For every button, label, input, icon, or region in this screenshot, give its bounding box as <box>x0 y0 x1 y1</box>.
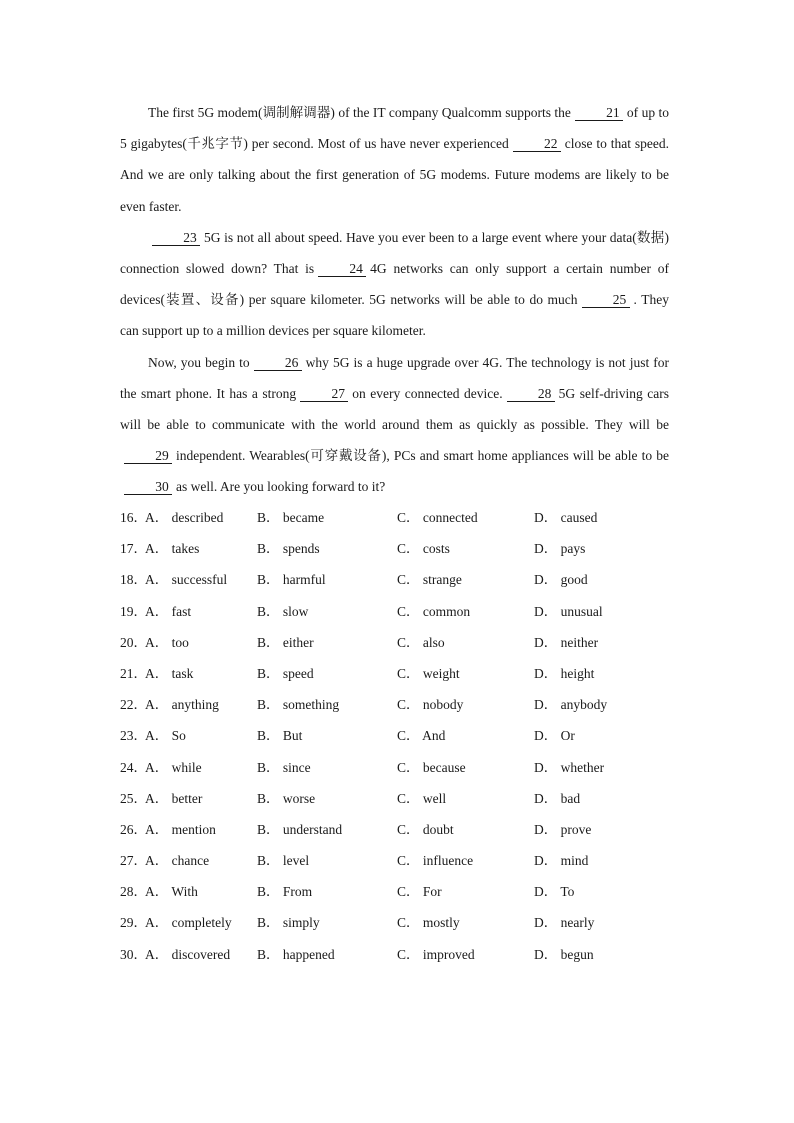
option-d: D． begun <box>534 946 594 962</box>
text-segment: of up to 5 gigabytes(千兆字节) per second. Most of us have never experienced <box>120 105 670 152</box>
question-number: 23． <box>120 728 147 744</box>
option-b: B． something <box>257 697 340 713</box>
option-d: D． good <box>534 572 588 588</box>
option-b: B． simply <box>257 915 320 931</box>
option-d: D． neither <box>534 634 599 650</box>
text-segment: close to that speed. And we are only talking about the first generation of 5G modems. Future modems are likely to be even faster. <box>120 136 669 214</box>
question-number: 22． <box>120 697 147 713</box>
blank-23: 23 <box>152 230 200 246</box>
question-row <box>120 876 680 907</box>
option-a: A． With <box>145 884 198 900</box>
option-b: B． spends <box>257 541 320 557</box>
option-d: D． pays <box>534 541 586 557</box>
question-number: 27． <box>120 853 147 869</box>
blank-22: 22 <box>513 136 561 152</box>
question-row <box>120 752 680 783</box>
option-c: C． doubt <box>397 821 454 837</box>
question-number: 19． <box>120 603 147 619</box>
option-d: D． whether <box>534 759 605 775</box>
option-a: A． discovered <box>145 946 231 962</box>
option-c: C． also <box>397 634 445 650</box>
option-a: A． while <box>145 759 202 775</box>
blank-29: 29 <box>124 448 172 464</box>
option-a: A． anything <box>145 697 219 713</box>
blank-30: 30 <box>124 479 172 495</box>
question-number: 29． <box>120 915 147 931</box>
text-segment: 5G self-driving cars will be able to communicate with the world around them as quickly as possible. They will be <box>120 385 670 433</box>
question-row <box>120 689 680 720</box>
question-row <box>120 783 680 814</box>
text-segment: 5G is not all about speed. Have you ever been to a large event where your data(数据) connection slowed down? That is <box>120 229 669 277</box>
option-c: C． And <box>397 728 446 744</box>
question-row <box>120 564 680 595</box>
option-a: A． successful <box>145 572 228 588</box>
option-b: B． since <box>257 759 311 775</box>
option-b: B． worse <box>257 790 316 806</box>
option-b: B． speed <box>257 665 314 681</box>
question-row <box>120 814 680 845</box>
question-row <box>120 533 680 564</box>
question-number: 18． <box>120 572 147 588</box>
question-row <box>120 845 680 876</box>
option-a: A． So <box>145 728 186 744</box>
option-b: B． slow <box>257 603 309 619</box>
option-b: B． happened <box>257 946 335 962</box>
option-b: B． harmful <box>257 572 326 588</box>
option-d: D． Or <box>534 728 575 744</box>
paragraph-1 <box>120 97 669 222</box>
question-number: 21． <box>120 665 147 681</box>
option-b: B． But <box>257 728 303 744</box>
text-segment: 4G networks can only support a certain number of devices(装置、设备) per square kilometer. 5G networks will be able to do much <box>120 261 669 308</box>
question-row <box>120 596 680 627</box>
option-a: A． takes <box>145 541 200 557</box>
option-c: C． nobody <box>397 697 464 713</box>
question-number: 16． <box>120 510 147 525</box>
option-a: A． task <box>145 665 194 681</box>
question-number: 30． <box>120 946 147 962</box>
question-row <box>120 907 680 938</box>
option-c: C． influence <box>397 853 474 869</box>
blank-21: 21 <box>575 105 623 121</box>
blank-26: 26 <box>254 355 302 371</box>
option-b: B． From <box>257 884 313 900</box>
option-b: B． understand <box>257 821 343 837</box>
option-d: D． prove <box>534 821 592 837</box>
question-number: 28． <box>120 884 147 900</box>
blank-24: 24 <box>318 261 366 277</box>
text-segment: independent. Wearables(可穿戴设备), PCs and smart home appliances will be able to be <box>176 448 669 464</box>
option-a: A． better <box>145 790 203 806</box>
option-d: D． mind <box>534 853 589 869</box>
option-c: C． connected <box>397 510 478 525</box>
option-d: D． caused <box>534 510 598 525</box>
text-segment: why 5G is a huge upgrade over 4G. The technology is not just for the smart phone. It has a strong <box>120 354 669 401</box>
option-d: D． To <box>534 884 575 900</box>
option-d: D． nearly <box>534 915 595 931</box>
blank-27: 27 <box>300 386 348 402</box>
text-segment: on every connected device. <box>352 385 503 401</box>
option-c: C． common <box>397 603 471 619</box>
answer-options <box>120 502 680 970</box>
blank-25: 25 <box>582 292 630 308</box>
option-c: C． improved <box>397 946 475 962</box>
question-row <box>120 658 680 689</box>
question-row <box>120 720 680 751</box>
option-c: C． strange <box>397 572 462 588</box>
question-number: 17． <box>120 541 147 557</box>
option-a: A． too <box>145 634 189 650</box>
blank-28: 28 <box>507 386 555 402</box>
cloze-passage <box>120 97 669 503</box>
question-number: 20． <box>120 634 147 650</box>
option-b: B． became <box>257 510 325 525</box>
option-c: C． well <box>397 790 447 806</box>
option-a: A． chance <box>145 853 210 869</box>
question-row <box>120 627 680 658</box>
question-row <box>120 939 680 970</box>
option-c: C． weight <box>397 665 460 681</box>
option-c: C． because <box>397 759 466 775</box>
option-a: A． described <box>145 510 224 525</box>
question-number: 26． <box>120 821 147 837</box>
option-a: A． mention <box>145 821 216 837</box>
paragraph-3 <box>120 347 669 503</box>
option-c: C． For <box>397 884 442 900</box>
option-c: C． costs <box>397 541 450 557</box>
question-number: 24． <box>120 759 147 775</box>
question-number: 25． <box>120 790 147 806</box>
option-c: C． mostly <box>397 915 460 931</box>
option-d: D． height <box>534 665 595 681</box>
option-d: D． unusual <box>534 603 603 619</box>
paragraph-2 <box>120 222 669 347</box>
text-segment: The first 5G modem(调制解调器) of the IT company Qualcomm supports the <box>148 105 571 120</box>
option-d: D． anybody <box>534 697 608 713</box>
option-d: D． bad <box>534 790 581 806</box>
option-b: B． level <box>257 853 310 869</box>
question-row <box>120 502 680 533</box>
option-b: B． either <box>257 634 314 650</box>
option-a: A． fast <box>145 603 192 619</box>
text-segment: Now, you begin to <box>148 354 250 370</box>
option-a: A． completely <box>145 915 232 931</box>
text-segment: . They can support up to a million devices per square kilometer. <box>120 292 669 339</box>
text-segment: as well. Are you looking forward to it? <box>176 479 386 495</box>
